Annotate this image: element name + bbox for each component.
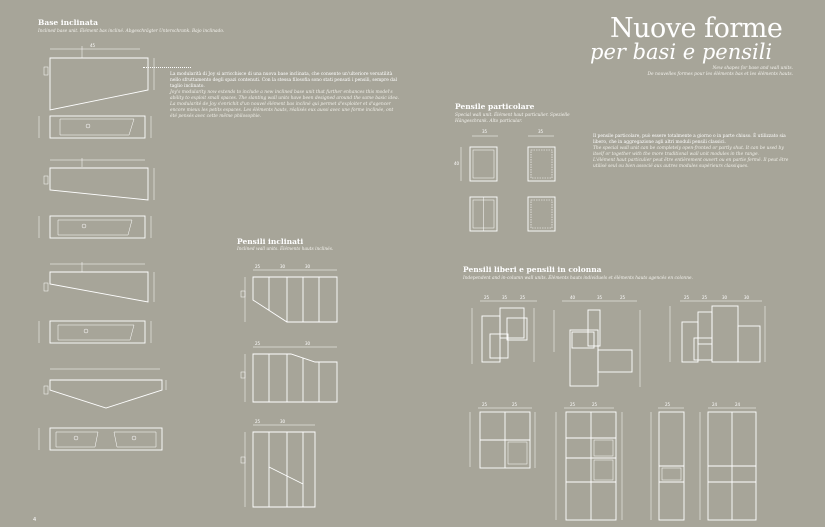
- page-title-line1: Nuove forme: [610, 13, 783, 44]
- dim-label: 25: [512, 402, 518, 407]
- dim-label: 30: [280, 264, 286, 269]
- page-title-line2: per basi e pensili: [590, 40, 773, 64]
- dim-label: 40: [570, 295, 576, 300]
- pensili-inclinati-title: Pensili inclinati: [237, 237, 304, 246]
- tagline-english: New shapes for base and wall units.: [712, 66, 793, 71]
- tagline-french: De nouvelles formes pour les éléments bas et les éléments hauts.: [647, 72, 793, 77]
- pensili-inclinati-subtitle: Inclined wall units. Éléments hauts inclinés.: [237, 247, 334, 252]
- dim-label: 30: [722, 295, 728, 300]
- pensili-liberi-subtitle: Independent and in-column wall units. Éléments hauts individuels et éléments hauts agencés en colonne.: [463, 276, 693, 281]
- dim-label: 25: [255, 341, 261, 346]
- dim-label: 25: [482, 402, 488, 407]
- dim-label: 25: [665, 402, 671, 407]
- pensile-particolare-drawings: [448, 125, 568, 240]
- page-number: 4: [33, 517, 37, 523]
- dim-label: 25: [484, 295, 490, 300]
- dim-label: 25: [620, 295, 626, 300]
- pensile-particolare-subtitle-2: Hängeschrank. Alto particular.: [455, 119, 523, 124]
- dim-label: 25: [702, 295, 708, 300]
- dim-label: 24: [712, 402, 718, 407]
- dim-label: 30: [305, 264, 311, 269]
- dim-label: 25: [520, 295, 526, 300]
- dim-label: 25: [684, 295, 690, 300]
- dim-label: 30: [744, 295, 750, 300]
- dim-label: 35: [538, 129, 544, 134]
- dim-label: 25: [570, 402, 576, 407]
- base-inclinata-title: Base inclinata: [38, 18, 99, 27]
- dim-label: 25: [592, 402, 598, 407]
- pensile-particolare-title: Pensile particolare: [455, 102, 535, 111]
- pensile-particolare-body: [593, 134, 793, 170]
- base-inclinata-subtitle: Inclined base unit. Élément bas incliné. Abgeschrägter Unterschrank. Bajo inclinado.: [38, 29, 225, 34]
- dim-label: 40: [454, 161, 460, 166]
- dim-label: 35: [597, 295, 603, 300]
- body-text-italian: La modularità di Joy si arricchisce di una nuova base inclinata, che consente un'ulteriore versatilità nello sfruttamento degli spazi contenuti. Con la stessa filosofia sono stati pensati i pensili, sempre dal taglio inclinato.: [170, 72, 398, 89]
- pensile-particolare-subtitle-1: Special wall unit. Élément haut particulier. Spezielle: [455, 113, 570, 118]
- pensili-liberi-drawings: [462, 292, 792, 522]
- body-text-italian: Il pensile particolare, può essere totalmente a giorno o in parte chiuso. È utilizzato sia libero, che in aggregazione agli altri moduli pensili classici.: [593, 134, 786, 145]
- dim-label: 25: [255, 419, 261, 424]
- body-text-french: L'élément haut particulier peut être entièrement ouvert ou en partie fermé. Il peut être utilisé seul ou bien associé aux autres modules supérieurs classiques.: [593, 158, 789, 169]
- dim-label: 45: [90, 43, 96, 48]
- base-inclinata-body: [170, 72, 400, 120]
- dim-label: 25: [255, 264, 261, 269]
- base-inclinata-drawings: [30, 40, 170, 510]
- body-text-french: La modularité de Joy s'enrichit d'un nouvel élément bas incliné qui permet d'exploiter et d'agencer encore mieux les petits espaces. Les éléments hauts, réalisés eux aussi avec une forme inclinée, ont été pensés avec cette même philosophie.: [170, 102, 394, 119]
- dim-label: 35: [482, 129, 488, 134]
- body-text-english: The special wall unit can be completely open-fronted or partly shut. It can be used by itself or together with the more traditional wall unit modules in the range.: [593, 146, 784, 157]
- pensili-inclinati-drawings: [235, 262, 355, 512]
- dim-label: 24: [735, 402, 741, 407]
- body-text-english: Joy's modularity now extends to include a new inclined base unit that further enhances this model's ability to exploit small spaces. The slanting wall units have been designed around the same basic idea.: [170, 90, 399, 101]
- page-tagline: [600, 66, 793, 78]
- dim-label: 35: [502, 295, 508, 300]
- dim-label: 30: [280, 419, 286, 424]
- pensili-liberi-title: Pensili liberi e pensili in colonna: [463, 265, 602, 274]
- dim-label: 30: [305, 341, 311, 346]
